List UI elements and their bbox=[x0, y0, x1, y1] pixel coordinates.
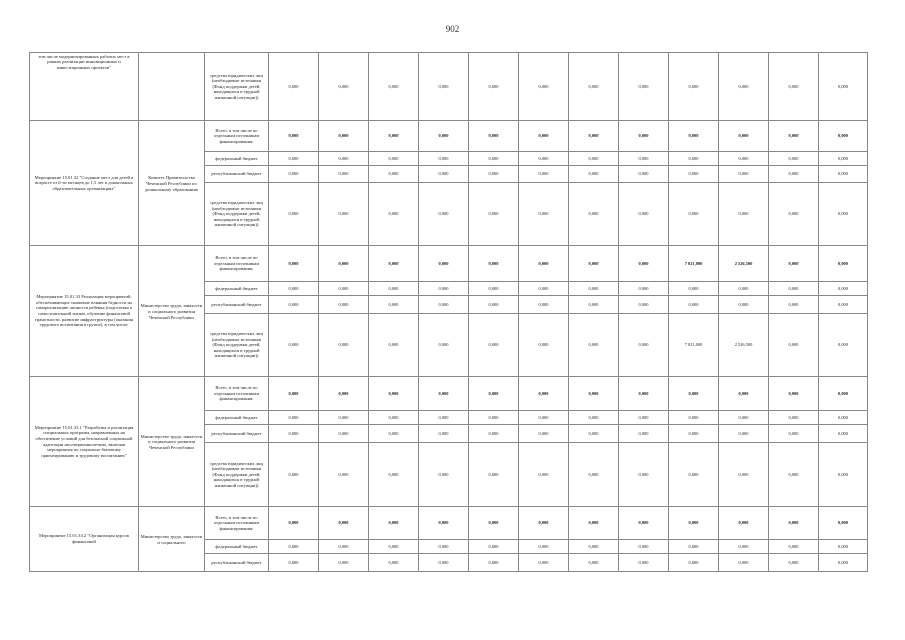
amount-cell: 0,000 bbox=[719, 121, 769, 152]
amount-cell: 0,000 bbox=[319, 183, 369, 246]
amount-cell: 0,000 bbox=[269, 296, 319, 314]
amount-cell: 0,000 bbox=[469, 183, 519, 246]
amount-cell: 0,000 bbox=[619, 53, 669, 121]
amount-cell: 0,000 bbox=[319, 296, 369, 314]
amount-cell: 0,000 bbox=[819, 314, 868, 377]
amount-cell: 0,000 bbox=[269, 540, 319, 554]
budget-table bbox=[29, 52, 868, 572]
amount-cell: 0,000 bbox=[769, 554, 819, 572]
amount-cell: 0,000 bbox=[619, 166, 669, 183]
amount-cell: 0,000 bbox=[369, 53, 419, 121]
amount-cell: 0,000 bbox=[419, 443, 469, 507]
amount-cell: 0,000 bbox=[769, 121, 819, 152]
amount-cell: 0,000 bbox=[569, 554, 619, 572]
amount-cell: 0,000 bbox=[369, 425, 419, 443]
amount-cell: 0,000 bbox=[469, 246, 519, 282]
table-row bbox=[30, 377, 868, 411]
table-row bbox=[30, 507, 868, 540]
amount-cell: 0,000 bbox=[669, 183, 719, 246]
amount-cell: 0,000 bbox=[269, 121, 319, 152]
amount-cell: 0,000 bbox=[669, 411, 719, 425]
amount-cell: 0,000 bbox=[519, 152, 569, 166]
amount-cell: 0,000 bbox=[519, 183, 569, 246]
amount-cell: 0,000 bbox=[769, 314, 819, 377]
amount-cell: 0,000 bbox=[619, 443, 669, 507]
amount-cell: 0,000 bbox=[269, 246, 319, 282]
amount-cell: 0,000 bbox=[819, 152, 868, 166]
amount-cell: 0,000 bbox=[419, 121, 469, 152]
funding-source-cell: средства юридических лиц (необходимые источники (Фонд поддержки детей, находящихся в трудной жизненной ситуации)) bbox=[205, 314, 269, 377]
amount-cell: 0,000 bbox=[769, 411, 819, 425]
amount-cell: 0,000 bbox=[619, 554, 669, 572]
funding-source-cell: федеральный бюджет bbox=[205, 282, 269, 296]
amount-cell: 0,000 bbox=[369, 507, 419, 540]
amount-cell: 0,000 bbox=[819, 53, 868, 121]
funding-source-cell: Всего, в том числе по отдельным источникам финансирования: bbox=[205, 121, 269, 152]
amount-cell: 0,000 bbox=[569, 296, 619, 314]
funding-source-cell: Всего, в том числе по отдельным источникам финансирования: bbox=[205, 377, 269, 411]
funding-source-cell: республиканский бюджет bbox=[205, 425, 269, 443]
amount-cell: 0,000 bbox=[519, 121, 569, 152]
amount-cell: 0,000 bbox=[669, 152, 719, 166]
amount-cell: 0,000 bbox=[269, 166, 319, 183]
amount-cell: 0,000 bbox=[369, 314, 419, 377]
funding-source-cell: республиканский бюджет bbox=[205, 554, 269, 572]
amount-cell: 0,000 bbox=[619, 183, 669, 246]
responsible-cell bbox=[139, 53, 205, 121]
amount-cell: 0,000 bbox=[719, 554, 769, 572]
amount-cell: 0,000 bbox=[669, 554, 719, 572]
amount-cell: 0,000 bbox=[269, 377, 319, 411]
amount-cell: 0,000 bbox=[269, 425, 319, 443]
activity-name-cell: Мероприятие 15.01.33 Реализация мероприятий, обеспечивающих снижение влияния бедности на самореализацию личности ребенка (подготовка к самостоятельной жизни, обучение финансовой грамотности, развитие инфраструктуры (оказания трудового воспитания в группе), в том числе: bbox=[30, 246, 139, 377]
amount-cell: 0,000 bbox=[419, 152, 469, 166]
amount-cell: 0,000 bbox=[819, 282, 868, 296]
amount-cell: 0,000 bbox=[769, 425, 819, 443]
amount-cell: 0,000 bbox=[669, 166, 719, 183]
amount-cell: 0,000 bbox=[469, 152, 519, 166]
amount-cell: 0,000 bbox=[719, 507, 769, 540]
amount-cell: 0,000 bbox=[319, 377, 369, 411]
responsible-cell: Министерство труда, занятости и социального bbox=[139, 507, 205, 572]
amount-cell: 0,000 bbox=[419, 425, 469, 443]
budget-table-wrapper bbox=[29, 52, 867, 572]
amount-cell: 0,000 bbox=[719, 152, 769, 166]
amount-cell: 0,000 bbox=[319, 540, 369, 554]
amount-cell: 0,000 bbox=[819, 377, 868, 411]
amount-cell: 0,000 bbox=[369, 296, 419, 314]
table-row bbox=[30, 246, 868, 282]
amount-cell: 0,000 bbox=[519, 443, 569, 507]
amount-cell: 0,000 bbox=[819, 121, 868, 152]
amount-cell: 0,000 bbox=[319, 411, 369, 425]
amount-cell: 2 526,500 bbox=[719, 246, 769, 282]
amount-cell: 0,000 bbox=[569, 314, 619, 377]
amount-cell: 0,000 bbox=[519, 282, 569, 296]
funding-source-cell: республиканский бюджет bbox=[205, 166, 269, 183]
amount-cell: 0,000 bbox=[369, 166, 419, 183]
amount-cell: 0,000 bbox=[819, 296, 868, 314]
amount-cell: 0,000 bbox=[669, 377, 719, 411]
amount-cell: 0,000 bbox=[569, 507, 619, 540]
amount-cell: 0,000 bbox=[469, 282, 519, 296]
amount-cell: 0,000 bbox=[819, 443, 868, 507]
amount-cell: 0,000 bbox=[519, 540, 569, 554]
amount-cell: 0,000 bbox=[619, 540, 669, 554]
amount-cell: 0,000 bbox=[619, 282, 669, 296]
amount-cell: 0,000 bbox=[469, 296, 519, 314]
funding-source-cell: федеральный бюджет bbox=[205, 411, 269, 425]
amount-cell: 0,000 bbox=[719, 282, 769, 296]
amount-cell: 0,000 bbox=[819, 554, 868, 572]
amount-cell: 0,000 bbox=[819, 166, 868, 183]
amount-cell: 0,000 bbox=[569, 53, 619, 121]
amount-cell: 0,000 bbox=[319, 166, 369, 183]
responsible-cell: Комитет Правительства Чеченской Республики по дошкольному образованию bbox=[139, 121, 205, 246]
amount-cell: 0,000 bbox=[819, 183, 868, 246]
amount-cell: 0,000 bbox=[519, 554, 569, 572]
amount-cell: 0,000 bbox=[319, 314, 369, 377]
amount-cell: 0,000 bbox=[619, 314, 669, 377]
amount-cell: 0,000 bbox=[269, 411, 319, 425]
amount-cell: 0,000 bbox=[769, 377, 819, 411]
amount-cell: 0,000 bbox=[669, 540, 719, 554]
amount-cell: 0,000 bbox=[619, 425, 669, 443]
amount-cell: 0,000 bbox=[769, 443, 819, 507]
amount-cell: 0,000 bbox=[619, 246, 669, 282]
table-row bbox=[30, 53, 868, 121]
funding-source-cell: средства юридических лиц (необходимые источники (Фонд поддержки детей, находящихся в трудной жизненной ситуации)) bbox=[205, 183, 269, 246]
amount-cell: 0,000 bbox=[469, 121, 519, 152]
amount-cell: 0,000 bbox=[519, 296, 569, 314]
amount-cell: 0,000 bbox=[769, 296, 819, 314]
amount-cell: 0,000 bbox=[619, 296, 669, 314]
amount-cell: 0,000 bbox=[669, 121, 719, 152]
amount-cell: 0,000 bbox=[669, 507, 719, 540]
amount-cell: 0,000 bbox=[819, 246, 868, 282]
amount-cell: 0,000 bbox=[269, 282, 319, 296]
amount-cell: 0,000 bbox=[419, 282, 469, 296]
amount-cell: 0,000 bbox=[819, 507, 868, 540]
amount-cell: 0,000 bbox=[569, 246, 619, 282]
amount-cell: 0,000 bbox=[419, 540, 469, 554]
amount-cell: 0,000 bbox=[669, 53, 719, 121]
amount-cell: 0,000 bbox=[419, 411, 469, 425]
amount-cell: 0,000 bbox=[269, 53, 319, 121]
amount-cell: 0,000 bbox=[569, 121, 619, 152]
amount-cell: 0,000 bbox=[569, 425, 619, 443]
funding-source-cell: федеральный бюджет bbox=[205, 152, 269, 166]
amount-cell: 0,000 bbox=[469, 425, 519, 443]
amount-cell: 0,000 bbox=[669, 443, 719, 507]
amount-cell: 0,000 bbox=[769, 152, 819, 166]
amount-cell: 0,000 bbox=[569, 377, 619, 411]
amount-cell: 0,000 bbox=[419, 296, 469, 314]
amount-cell: 0,000 bbox=[469, 314, 519, 377]
activity-name-cell: том числе модернизированных рабочих мест в рамках реализации инновационных и инвестиционных проектов" bbox=[30, 53, 139, 121]
amount-cell: 0,000 bbox=[269, 314, 319, 377]
amount-cell: 0,000 bbox=[569, 152, 619, 166]
amount-cell: 0,000 bbox=[369, 411, 419, 425]
amount-cell: 0,000 bbox=[719, 425, 769, 443]
amount-cell: 0,000 bbox=[719, 443, 769, 507]
amount-cell: 0,000 bbox=[519, 507, 569, 540]
funding-source-cell: Всего, в том числе по отдельным источникам финансирования: bbox=[205, 507, 269, 540]
amount-cell: 0,000 bbox=[319, 443, 369, 507]
amount-cell: 0,000 bbox=[269, 183, 319, 246]
amount-cell: 0,000 bbox=[619, 411, 669, 425]
amount-cell: 0,000 bbox=[319, 507, 369, 540]
funding-source-cell: федеральный бюджет bbox=[205, 540, 269, 554]
amount-cell: 0,000 bbox=[319, 282, 369, 296]
amount-cell: 0,000 bbox=[369, 183, 419, 246]
amount-cell: 0,000 bbox=[369, 443, 419, 507]
funding-source-cell: средства юридических лиц (необходимые источники (Фонд поддержки детей, находящихся в трудной жизненной ситуации)) bbox=[205, 53, 269, 121]
table-row bbox=[30, 121, 868, 152]
activity-name-cell: Мероприятие 15.01.32 "Создание мест для детей в возрасте от 6-ти месяцев до 1,5 лет в дошкольных образовательных организациях" bbox=[30, 121, 139, 246]
amount-cell: 0,000 bbox=[519, 425, 569, 443]
amount-cell: 0,000 bbox=[419, 314, 469, 377]
amount-cell: 0,000 bbox=[819, 540, 868, 554]
amount-cell: 0,000 bbox=[469, 443, 519, 507]
amount-cell: 0,000 bbox=[419, 246, 469, 282]
amount-cell: 0,000 bbox=[519, 166, 569, 183]
amount-cell: 0,000 bbox=[469, 540, 519, 554]
activity-name-cell: Мероприятие 15.01.33.1 "Разработка и реализация специальных программ, направленных на обеспечение условий для безопасной социальной адаптации несовершеннолетних, включая мероприятия по социально-бытовому ориентированию и трудовому воспитанию" bbox=[30, 377, 139, 507]
amount-cell: 0,000 bbox=[769, 507, 819, 540]
amount-cell: 0,000 bbox=[719, 183, 769, 246]
amount-cell: 0,000 bbox=[319, 246, 369, 282]
amount-cell: 0,000 bbox=[319, 554, 369, 572]
amount-cell: 0,000 bbox=[469, 53, 519, 121]
amount-cell: 0,000 bbox=[319, 425, 369, 443]
amount-cell: 0,000 bbox=[269, 554, 319, 572]
amount-cell: 0,000 bbox=[769, 183, 819, 246]
amount-cell: 0,000 bbox=[819, 411, 868, 425]
amount-cell: 0,000 bbox=[719, 53, 769, 121]
amount-cell: 7 021,000 bbox=[669, 246, 719, 282]
amount-cell: 0,000 bbox=[769, 246, 819, 282]
amount-cell: 0,000 bbox=[519, 314, 569, 377]
amount-cell: 0,000 bbox=[569, 443, 619, 507]
amount-cell: 0,000 bbox=[719, 540, 769, 554]
amount-cell: 0,000 bbox=[669, 282, 719, 296]
amount-cell: 7 021,000 bbox=[669, 314, 719, 377]
amount-cell: 0,000 bbox=[469, 377, 519, 411]
page-number: 902 bbox=[445, 24, 460, 34]
amount-cell: 0,000 bbox=[569, 540, 619, 554]
responsible-cell: Министерство труда, занятости и социального развития Чеченской Республики bbox=[139, 246, 205, 377]
amount-cell: 0,000 bbox=[319, 53, 369, 121]
responsible-cell: Министерство труда, занятости и социального развития Чеченской Республики bbox=[139, 377, 205, 507]
amount-cell: 0,000 bbox=[419, 166, 469, 183]
amount-cell: 0,000 bbox=[619, 377, 669, 411]
amount-cell: 0,000 bbox=[419, 507, 469, 540]
amount-cell: 0,000 bbox=[369, 121, 419, 152]
amount-cell: 0,000 bbox=[619, 121, 669, 152]
amount-cell: 0,000 bbox=[769, 282, 819, 296]
amount-cell: 0,000 bbox=[419, 554, 469, 572]
amount-cell: 0,000 bbox=[769, 540, 819, 554]
amount-cell: 0,000 bbox=[369, 554, 419, 572]
amount-cell: 0,000 bbox=[369, 246, 419, 282]
amount-cell: 0,000 bbox=[669, 296, 719, 314]
amount-cell: 0,000 bbox=[419, 53, 469, 121]
amount-cell: 0,000 bbox=[569, 166, 619, 183]
amount-cell: 0,000 bbox=[669, 425, 719, 443]
amount-cell: 0,000 bbox=[469, 411, 519, 425]
amount-cell: 0,000 bbox=[569, 282, 619, 296]
amount-cell: 0,000 bbox=[469, 166, 519, 183]
funding-source-cell: республиканский бюджет bbox=[205, 296, 269, 314]
amount-cell: 0,000 bbox=[519, 411, 569, 425]
funding-source-cell: средства юридических лиц (необходимые источники (Фонд поддержки детей, находящихся в трудной жизненной ситуации)) bbox=[205, 443, 269, 507]
amount-cell: 0,000 bbox=[619, 152, 669, 166]
amount-cell: 0,000 bbox=[319, 152, 369, 166]
amount-cell: 0,000 bbox=[519, 377, 569, 411]
amount-cell: 0,000 bbox=[319, 121, 369, 152]
budget-table-body bbox=[30, 53, 868, 572]
amount-cell: 0,000 bbox=[719, 166, 769, 183]
amount-cell: 0,000 bbox=[819, 425, 868, 443]
amount-cell: 0,000 bbox=[369, 377, 419, 411]
amount-cell: 0,000 bbox=[369, 152, 419, 166]
amount-cell: 0,000 bbox=[519, 53, 569, 121]
amount-cell: 0,000 bbox=[369, 540, 419, 554]
amount-cell: 0,000 bbox=[419, 183, 469, 246]
amount-cell: 2 526,500 bbox=[719, 314, 769, 377]
amount-cell: 0,000 bbox=[269, 507, 319, 540]
amount-cell: 0,000 bbox=[569, 183, 619, 246]
amount-cell: 0,000 bbox=[269, 443, 319, 507]
activity-name-cell: Мероприятие 15.01.33.2 "Организация курсов финансовой bbox=[30, 507, 139, 572]
amount-cell: 0,000 bbox=[419, 377, 469, 411]
amount-cell: 0,000 bbox=[719, 377, 769, 411]
amount-cell: 0,000 bbox=[769, 166, 819, 183]
amount-cell: 0,000 bbox=[719, 411, 769, 425]
amount-cell: 0,000 bbox=[369, 282, 419, 296]
amount-cell: 0,000 bbox=[469, 554, 519, 572]
amount-cell: 0,000 bbox=[469, 507, 519, 540]
amount-cell: 0,000 bbox=[269, 152, 319, 166]
amount-cell: 0,000 bbox=[569, 411, 619, 425]
amount-cell: 0,000 bbox=[619, 507, 669, 540]
funding-source-cell: Всего, в том числе по отдельным источникам финансирования: bbox=[205, 246, 269, 282]
amount-cell: 0,000 bbox=[519, 246, 569, 282]
amount-cell: 0,000 bbox=[719, 296, 769, 314]
amount-cell: 0,000 bbox=[769, 53, 819, 121]
